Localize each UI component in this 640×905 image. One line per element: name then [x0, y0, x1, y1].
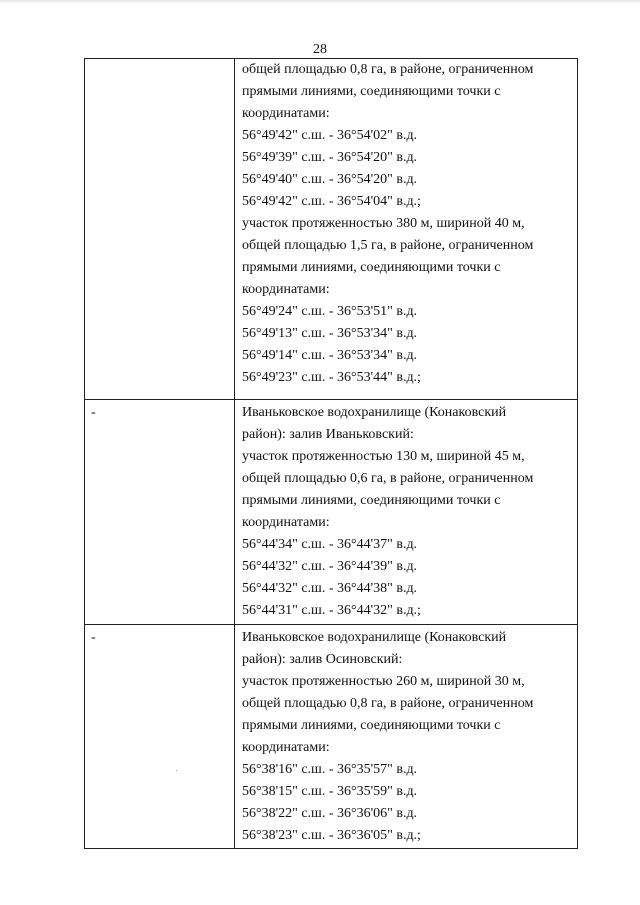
text-line: общей площадью 1,5 га, в районе, ограниченном: [242, 238, 534, 253]
text-line: общей площадью 0,8 га, в районе, ограниченном: [242, 62, 534, 77]
text-line: 56°44'32" с.ш. - 36°44'39" в.д.: [242, 559, 418, 574]
text-line: 56°49'23" с.ш. - 36°53'44" в.д.;: [242, 370, 421, 385]
row-3-marker: -: [91, 630, 96, 645]
text-line: 56°44'31" с.ш. - 36°44'32" в.д.;: [242, 603, 421, 618]
row-divider: [85, 399, 577, 400]
scan-edge-shadow: [0, 0, 640, 4]
text-line: прямыми линиями, соединяющими точки с: [242, 260, 501, 275]
text-line: 56°49'42" с.ш. - 36°54'04" в.д.;: [242, 194, 421, 209]
text-line: район): залив Иваньковский:: [242, 427, 414, 442]
text-line: 56°38'16" с.ш. - 36°35'57" в.д.: [242, 762, 418, 777]
row-2-marker: -: [91, 405, 96, 420]
text-line: 56°44'34" с.ш. - 36°44'37" в.д.: [242, 537, 418, 552]
text-line: 56°49'24" с.ш. - 36°53'51" в.д.: [242, 304, 418, 319]
row-3-text: [242, 627, 572, 847]
text-line: 56°38'15" с.ш. - 36°35'59" в.д.: [242, 784, 418, 799]
row-divider: [85, 624, 577, 625]
text-line: участок протяженностью 130 м, шириной 45 м,: [242, 449, 525, 464]
text-line: координатами:: [242, 106, 330, 121]
row-1-text: [242, 59, 572, 389]
text-line: 56°38'22" с.ш. - 36°36'06" в.д.: [242, 806, 418, 821]
document-table: [84, 58, 578, 849]
text-line: 56°49'14" с.ш. - 36°53'34" в.д.: [242, 348, 418, 363]
text-line: 56°49'39" с.ш. - 36°54'20" в.д.: [242, 150, 418, 165]
scan-speck: [176, 770, 177, 771]
text-line: 56°38'23" с.ш. - 36°36'05" в.д.;: [242, 828, 421, 843]
text-line: прямыми линиями, соединяющими точки с: [242, 84, 501, 99]
text-line: 56°44'32" с.ш. - 36°44'38" в.д.: [242, 581, 418, 596]
text-line: 56°49'42" с.ш. - 36°54'02" в.д.: [242, 128, 418, 143]
text-line: 56°49'13" с.ш. - 36°53'34" в.д.: [242, 326, 418, 341]
text-line: общей площадью 0,6 га, в районе, ограниченном: [242, 471, 534, 486]
text-line: координатами:: [242, 515, 330, 530]
text-line: район): залив Осиновский:: [242, 652, 403, 667]
text-line: координатами:: [242, 740, 330, 755]
text-line: 56°49'40" с.ш. - 36°54'20" в.д.: [242, 172, 418, 187]
row-2-text: [242, 402, 572, 622]
page-number: 28: [313, 42, 327, 57]
text-line: прямыми линиями, соединяющими точки с: [242, 493, 501, 508]
text-line: участок протяженностью 260 м, шириной 30 м,: [242, 674, 525, 689]
text-line: Иваньковское водохранилище (Конаковский: [242, 630, 507, 645]
column-divider: [234, 59, 235, 848]
text-line: Иваньковское водохранилище (Конаковский: [242, 405, 507, 420]
text-line: общей площадью 0,8 га, в районе, ограниченном: [242, 696, 534, 711]
text-line: прямыми линиями, соединяющими точки с: [242, 718, 501, 733]
text-line: участок протяженностью 380 м, шириной 40 м,: [242, 216, 525, 231]
text-line: координатами:: [242, 282, 330, 297]
